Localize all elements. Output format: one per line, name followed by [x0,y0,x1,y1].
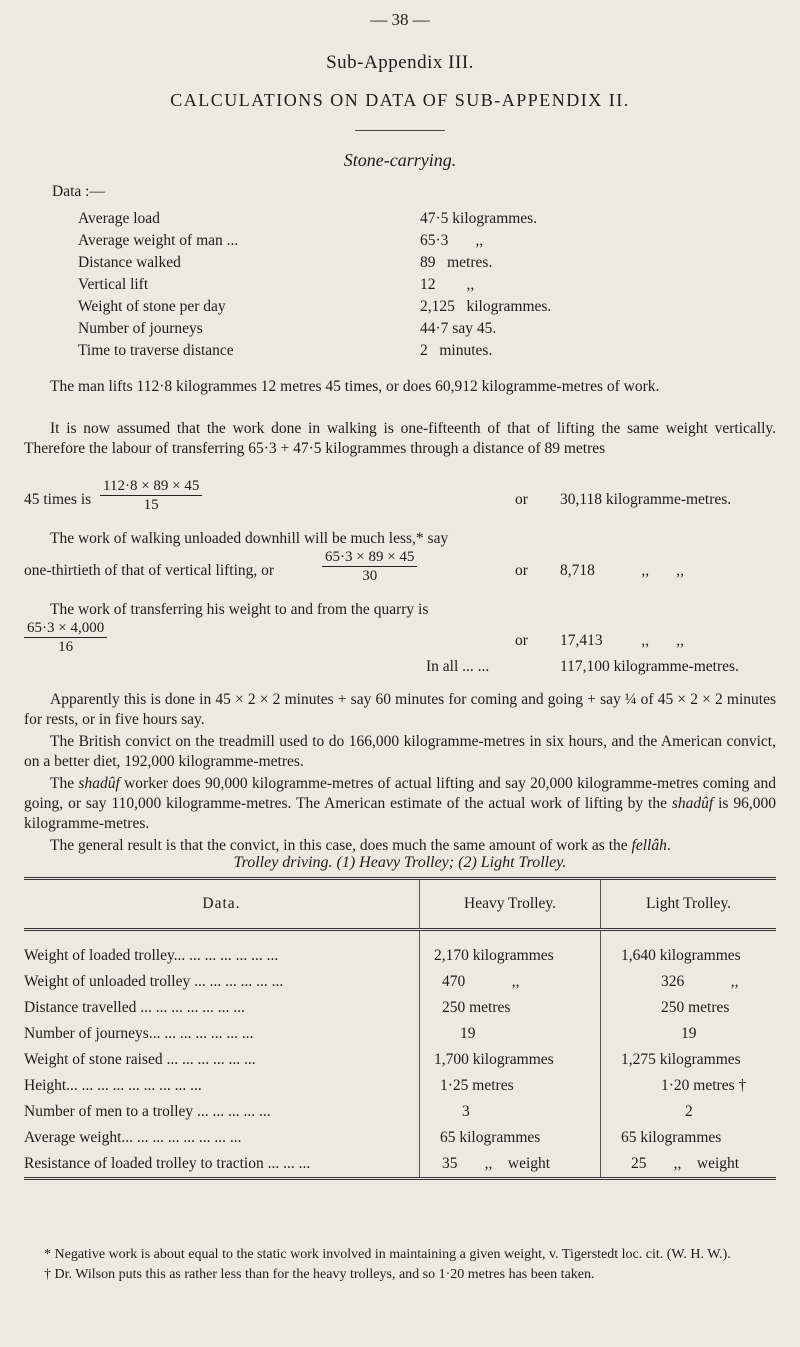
footnote: † Dr. Wilson puts this as rather less than for the heavy trolleys, and so 1·20 metres has been taken. [44,1267,595,1282]
calc-result: 8,718 ,, ,, [560,562,684,579]
data-item-label: Average load [78,210,160,227]
data-item-label: Time to traverse distance [78,342,234,359]
calc-lead: 45 times is [24,491,92,508]
table-row [24,943,776,969]
trolley-table [24,877,776,1180]
fraction-denominator: 15 [143,497,159,513]
heavy-value: 250 metres [420,995,601,1021]
row-label: Number of journeys... ... ... ... ... ... ... [24,1025,254,1042]
heavy-value: 470 ,, [420,969,601,995]
heavy-value: 35 ,, weight [420,1151,601,1179]
heavy-value: 65 kilogrammes [420,1125,601,1151]
light-value: 1·20 metres † [601,1073,777,1099]
row-label: Weight of stone raised ... ... ... ... ... ... [24,1051,256,1068]
title-rule [355,130,445,131]
paragraph: Apparently this is done in 45 × 2 × 2 minutes + say 60 minutes for coming and going + say ¼ of 45 × 2 × 2 minutes for rests, or in five hours say. [24,691,776,728]
table-row [24,1047,776,1073]
column-header: Light Trolley. [601,879,777,930]
paragraph: The work of transferring his weight to and from the quarry is [50,601,429,618]
data-item-label: Average weight of man ... [78,232,239,249]
table-row [24,1073,776,1099]
fraction [24,620,107,656]
light-value: 326 ,, [601,969,777,995]
data-item-value: 44·7 say 45. [420,320,497,337]
data-item-value: 12 ,, [420,276,475,293]
table-row [24,1151,776,1179]
column-header: Data. [202,895,241,912]
data-item-label: Vertical lift [78,276,149,293]
calc-or: or [515,632,528,649]
calc-lead: one-thirtieth of that of vertical lifting, or [24,562,275,579]
light-value: 65 kilogrammes [601,1125,777,1151]
table-row [24,1021,776,1047]
table-row [24,1099,776,1125]
fraction [322,549,417,585]
text-run: is 96,000 kilogramme-metres. [24,795,776,832]
text-run: The [50,775,79,792]
fraction-denominator: 16 [58,639,74,655]
paragraph: The man lifts 112·8 kilogrammes 12 metres 45 times, or does 60,912 kilogramme-metres of work. [50,378,660,395]
footnote: * Negative work is about equal to the static work involved in maintaining a given weight, v. Tigerstedt loc. cit. (W. H. W.). [44,1247,731,1262]
light-value: 1,275 kilogrammes [601,1047,777,1073]
page-title: CALCULATIONS ON DATA OF SUB-APPENDIX II. [170,90,630,110]
light-value: 19 [601,1021,777,1047]
paragraph: The British convict on the treadmill used to do 166,000 kilogramme-metres in six hours, and the American convict, on a better diet, 192,000 kilogramme-metres. [24,733,776,770]
light-value: 1,640 kilogrammes [601,943,777,969]
fraction-numerator: 112·8 × 89 × 45 [100,478,202,496]
text-run: worker does 90,000 kilogramme-metres of actual lifting and say 20,000 kilogramme-metres coming and going, or say 110,000 kilogramme-metres. The American estimate of the actual work of lifting by the [24,775,776,812]
column-header: Heavy Trolley. [420,879,601,930]
row-label: Number of men to a trolley ... ... ... ... ... [24,1103,271,1120]
calc-or: or [515,491,528,508]
italic-term: shadûf [671,795,714,812]
total-label: In all ... ... [426,658,490,675]
text-run: The general result is that the convict, in this case, does much the same amount of work as the [50,837,632,854]
data-item-value: 89 metres. [420,254,493,271]
table-row [24,1125,776,1151]
calc-result: 30,118 kilogramme-metres. [560,491,732,508]
paragraph [24,774,776,834]
table-title: Trolley driving. (1) Heavy Trolley; (2) Light Trolley. [233,854,567,871]
row-label: Weight of loaded trolley... ... ... ... ... ... ... [24,947,279,964]
heavy-value: 2,170 kilogrammes [420,943,601,969]
page-number: — 38 — [370,10,430,29]
italic-term: shadûf [78,775,120,792]
row-label: Distance travelled ... ... ... ... ... ... ... [24,999,245,1016]
heavy-value: 19 [420,1021,601,1047]
data-item-value: 2 minutes. [420,342,493,359]
heavy-value: 3 [420,1099,601,1125]
row-label: Resistance of loaded trolley to traction ... ... ... [24,1155,311,1172]
paragraph: It is now assumed that the work done in walking is one-fifteenth of that of lifting the same weight vertically. Therefore the labour of transferring 65·3 + 47·5 kilogrammes through a distance of 89 metres [24,420,776,457]
italic-term: fellâh [631,837,667,854]
row-label: Average weight... ... ... ... ... ... ... ... [24,1129,242,1146]
total-value: 117,100 kilogramme-metres. [560,658,739,675]
data-item-label: Number of journeys [78,320,203,337]
data-item-label: Weight of stone per day [78,298,226,315]
row-label: Height... ... ... ... ... ... ... ... ... [24,1077,202,1094]
data-label: Data :— [52,183,105,200]
heavy-value: 1·25 metres [420,1073,601,1099]
fraction-denominator: 30 [362,568,378,584]
paragraph [24,836,776,856]
text-run: . [666,837,671,854]
light-value: 250 metres [601,995,777,1021]
data-item-value: 47·5 kilogrammes. [420,210,538,227]
fraction [100,478,202,514]
heavy-value: 1,700 kilogrammes [420,1047,601,1073]
paragraph: The work of walking unloaded downhill will be much less,* say [50,530,449,547]
fraction-numerator: 65·3 × 89 × 45 [322,549,417,567]
calc-or: or [515,562,528,579]
fraction-numerator: 65·3 × 4,000 [24,620,107,638]
calc-result: 17,413 ,, ,, [560,632,684,649]
row-label: Weight of unloaded trolley ... ... ... ... ... ... [24,973,284,990]
table-row [24,995,776,1021]
light-value: 25 ,, weight [601,1151,777,1179]
section-title: Stone-carrying. [343,150,457,170]
data-item-value: 65·3 ,, [420,232,484,249]
light-value: 2 [601,1099,777,1125]
table-row [24,969,776,995]
sub-appendix-heading: Sub-Appendix III. [326,52,474,73]
table-header-row [24,879,776,930]
data-item-label: Distance walked [78,254,181,271]
data-item-value: 2,125 kilogrammes. [420,298,552,315]
